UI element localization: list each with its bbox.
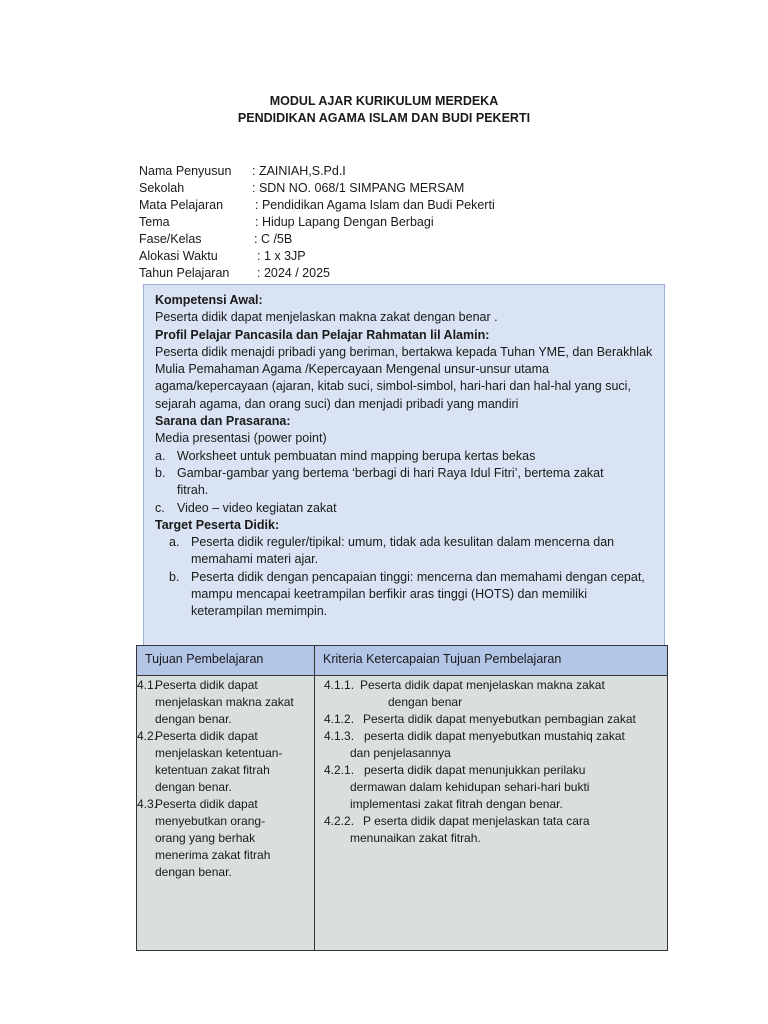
item-line: P eserta didik dapat menjelaskan tata cara <box>363 814 590 828</box>
item-number: 4.2.1. <box>324 763 355 777</box>
item-line: Peserta didik dapat menyebutkan pembagian zakat <box>363 712 636 726</box>
list-marker: b. <box>169 569 180 584</box>
target-heading: Target Peserta Didik: <box>155 517 280 532</box>
competency-content <box>155 292 655 621</box>
item-line: Peserta didik dapat menjelaskan makna zakat <box>360 678 605 692</box>
info-value: : SDN NO. 068/1 SIMPANG MERSAM <box>252 181 465 195</box>
table-header-tujuan: Tujuan Pembelajaran <box>145 652 264 666</box>
kriteria-first-line <box>324 728 662 745</box>
item-line: dermawan dalam kehidupan sehari-hari bukti <box>350 780 590 794</box>
info-value: : Hidup Lapang Dengan Berbagi <box>255 215 434 229</box>
document-title-line1: MODUL AJAR KURIKULUM MERDEKA <box>269 94 499 108</box>
kriteria-first-line <box>324 711 662 728</box>
kriteria-item <box>324 728 662 762</box>
target-item <box>155 534 655 569</box>
profil-line: agama/kepercayaan (ajaran, kitab suci, simbol-simbol, hari-hari dan hal-hal yang suci, <box>155 379 631 394</box>
item-number: 4.2. <box>137 729 158 743</box>
profil-line: sejarah agama, dan orang suci) dan menjadi pribadi yang mandiri <box>155 396 519 411</box>
info-label: Alokasi Waktu <box>139 249 218 263</box>
info-value: : ZAINIAH,S.Pd.I <box>252 164 346 178</box>
item-number: 4.2.2. <box>324 814 355 828</box>
item-line: dan penjelasannya <box>350 746 451 760</box>
sarana-item <box>155 500 655 517</box>
info-label: Mata Pelajaran <box>139 198 224 212</box>
profil-line: Peserta didik menajdi pribadi yang beriman, bertakwa kepada Tuhan YME, dan Berakhlak <box>155 344 653 359</box>
tujuan-item <box>137 796 309 881</box>
kriteria-first-line <box>324 677 662 694</box>
item-number: 4.1.1. <box>324 678 355 692</box>
sarana-item-line: Gambar-gambar yang bertema ‘berbagi di hari Raya Idul Fitri’, bertema zakat <box>177 465 604 480</box>
tujuan-cell <box>137 677 309 881</box>
info-value: : C /5B <box>254 232 293 246</box>
kriteria-cell <box>324 677 662 847</box>
target-item <box>155 569 655 621</box>
info-label: Sekolah <box>139 181 185 195</box>
sarana-item-line: Video – video kegiatan zakat <box>177 500 337 515</box>
info-label: Tema <box>139 215 170 229</box>
item-line: dengan benar. <box>155 780 232 794</box>
item-line: menunaikan zakat fitrah. <box>350 831 481 845</box>
item-line: peserta didik dapat menunjukkan perilaku <box>364 763 586 777</box>
profil-heading: Profil Pelajar Pancasila dan Pelajar Rahmatan lil Alamin: <box>155 327 490 342</box>
info-value: : Pendidikan Agama Islam dan Budi Pekerti <box>255 198 495 212</box>
kriteria-item <box>324 677 662 711</box>
info-value: : 2024 / 2025 <box>257 266 330 280</box>
item-number: 4.3. <box>137 797 158 811</box>
item-line: Peserta didik dapat <box>155 678 258 692</box>
list-marker: b. <box>155 465 166 480</box>
item-number: 4.1.2. <box>324 712 355 726</box>
kriteria-item <box>324 813 662 847</box>
document-title-line2: PENDIDIKAN AGAMA ISLAM DAN BUDI PEKERTI <box>237 111 531 125</box>
table-header-kriteria: Kriteria Ketercapaian Tujuan Pembelajaran <box>323 652 562 666</box>
target-item-line: keterampilan memimpin. <box>191 604 328 619</box>
kriteria-item <box>324 711 662 728</box>
info-label: Tahun Pelajaran <box>139 266 230 280</box>
sarana-item <box>155 448 655 465</box>
sarana-item <box>155 465 655 500</box>
item-line: menjelaskan ketentuan- <box>155 746 283 760</box>
info-label: Fase/Kelas <box>139 232 202 246</box>
column-divider <box>314 646 315 950</box>
item-line: Peserta didik dapat <box>155 729 258 743</box>
target-item-line: memahami materi ajar. <box>191 552 319 567</box>
item-line: menjelaskan makna zakat <box>155 695 294 709</box>
item-line: menerima zakat fitrah <box>155 848 271 862</box>
sarana-intro: Media presentasi (power point) <box>155 431 327 446</box>
kompetensi-heading: Kompetensi Awal: <box>155 293 263 307</box>
item-line: dengan benar <box>388 695 463 709</box>
sarana-item-line: Worksheet untuk pembuatan mind mapping berupa kertas bekas <box>177 448 536 463</box>
sarana-heading: Sarana dan Prasarana: <box>155 414 291 429</box>
target-item-line: Peserta didik reguler/tipikal: umum, tidak ada kesulitan dalam mencerna dan <box>191 535 615 550</box>
list-marker: a. <box>169 535 180 550</box>
tujuan-item <box>137 677 309 728</box>
item-line: ketentuan zakat fitrah <box>155 763 270 777</box>
item-number: 4.1. <box>137 678 158 692</box>
item-line: orang yang berhak <box>155 831 256 845</box>
item-line: peserta didik dapat menyebutkan mustahiq zakat <box>364 729 625 743</box>
item-line: Peserta didik dapat <box>155 797 258 811</box>
kriteria-first-line <box>324 762 662 779</box>
target-item-line: Peserta didik dengan pencapaian tinggi: mencerna dan memahami dengan cepat, <box>191 569 645 584</box>
sarana-item-line: fitrah. <box>177 483 209 498</box>
tujuan-item <box>137 728 309 796</box>
item-line: implementasi zakat fitrah dengan benar. <box>350 797 563 811</box>
item-line: dengan benar. <box>155 712 232 726</box>
info-value: : 1 x 3JP <box>257 249 306 263</box>
target-item-line: mampu mencapai keetrampilan berfikir aras tinggi (HOTS) dan memiliki <box>191 587 587 602</box>
kriteria-first-line <box>324 813 662 830</box>
item-line: dengan benar. <box>155 865 232 879</box>
list-marker: c. <box>155 500 165 515</box>
kriteria-item <box>324 762 662 813</box>
item-number: 4.1.3. <box>324 729 355 743</box>
profil-line: Mulia Pemahaman Agama /Kepercayaan Mengenal unsur-unsur utama <box>155 362 549 377</box>
kompetensi-text: Peserta didik dapat menjelaskan makna zakat dengan benar . <box>155 310 498 325</box>
list-marker: a. <box>155 448 166 463</box>
info-label: Nama Penyusun <box>139 164 232 178</box>
item-line: menyebutkan orang- <box>155 814 266 828</box>
learning-objectives-table <box>136 645 668 951</box>
